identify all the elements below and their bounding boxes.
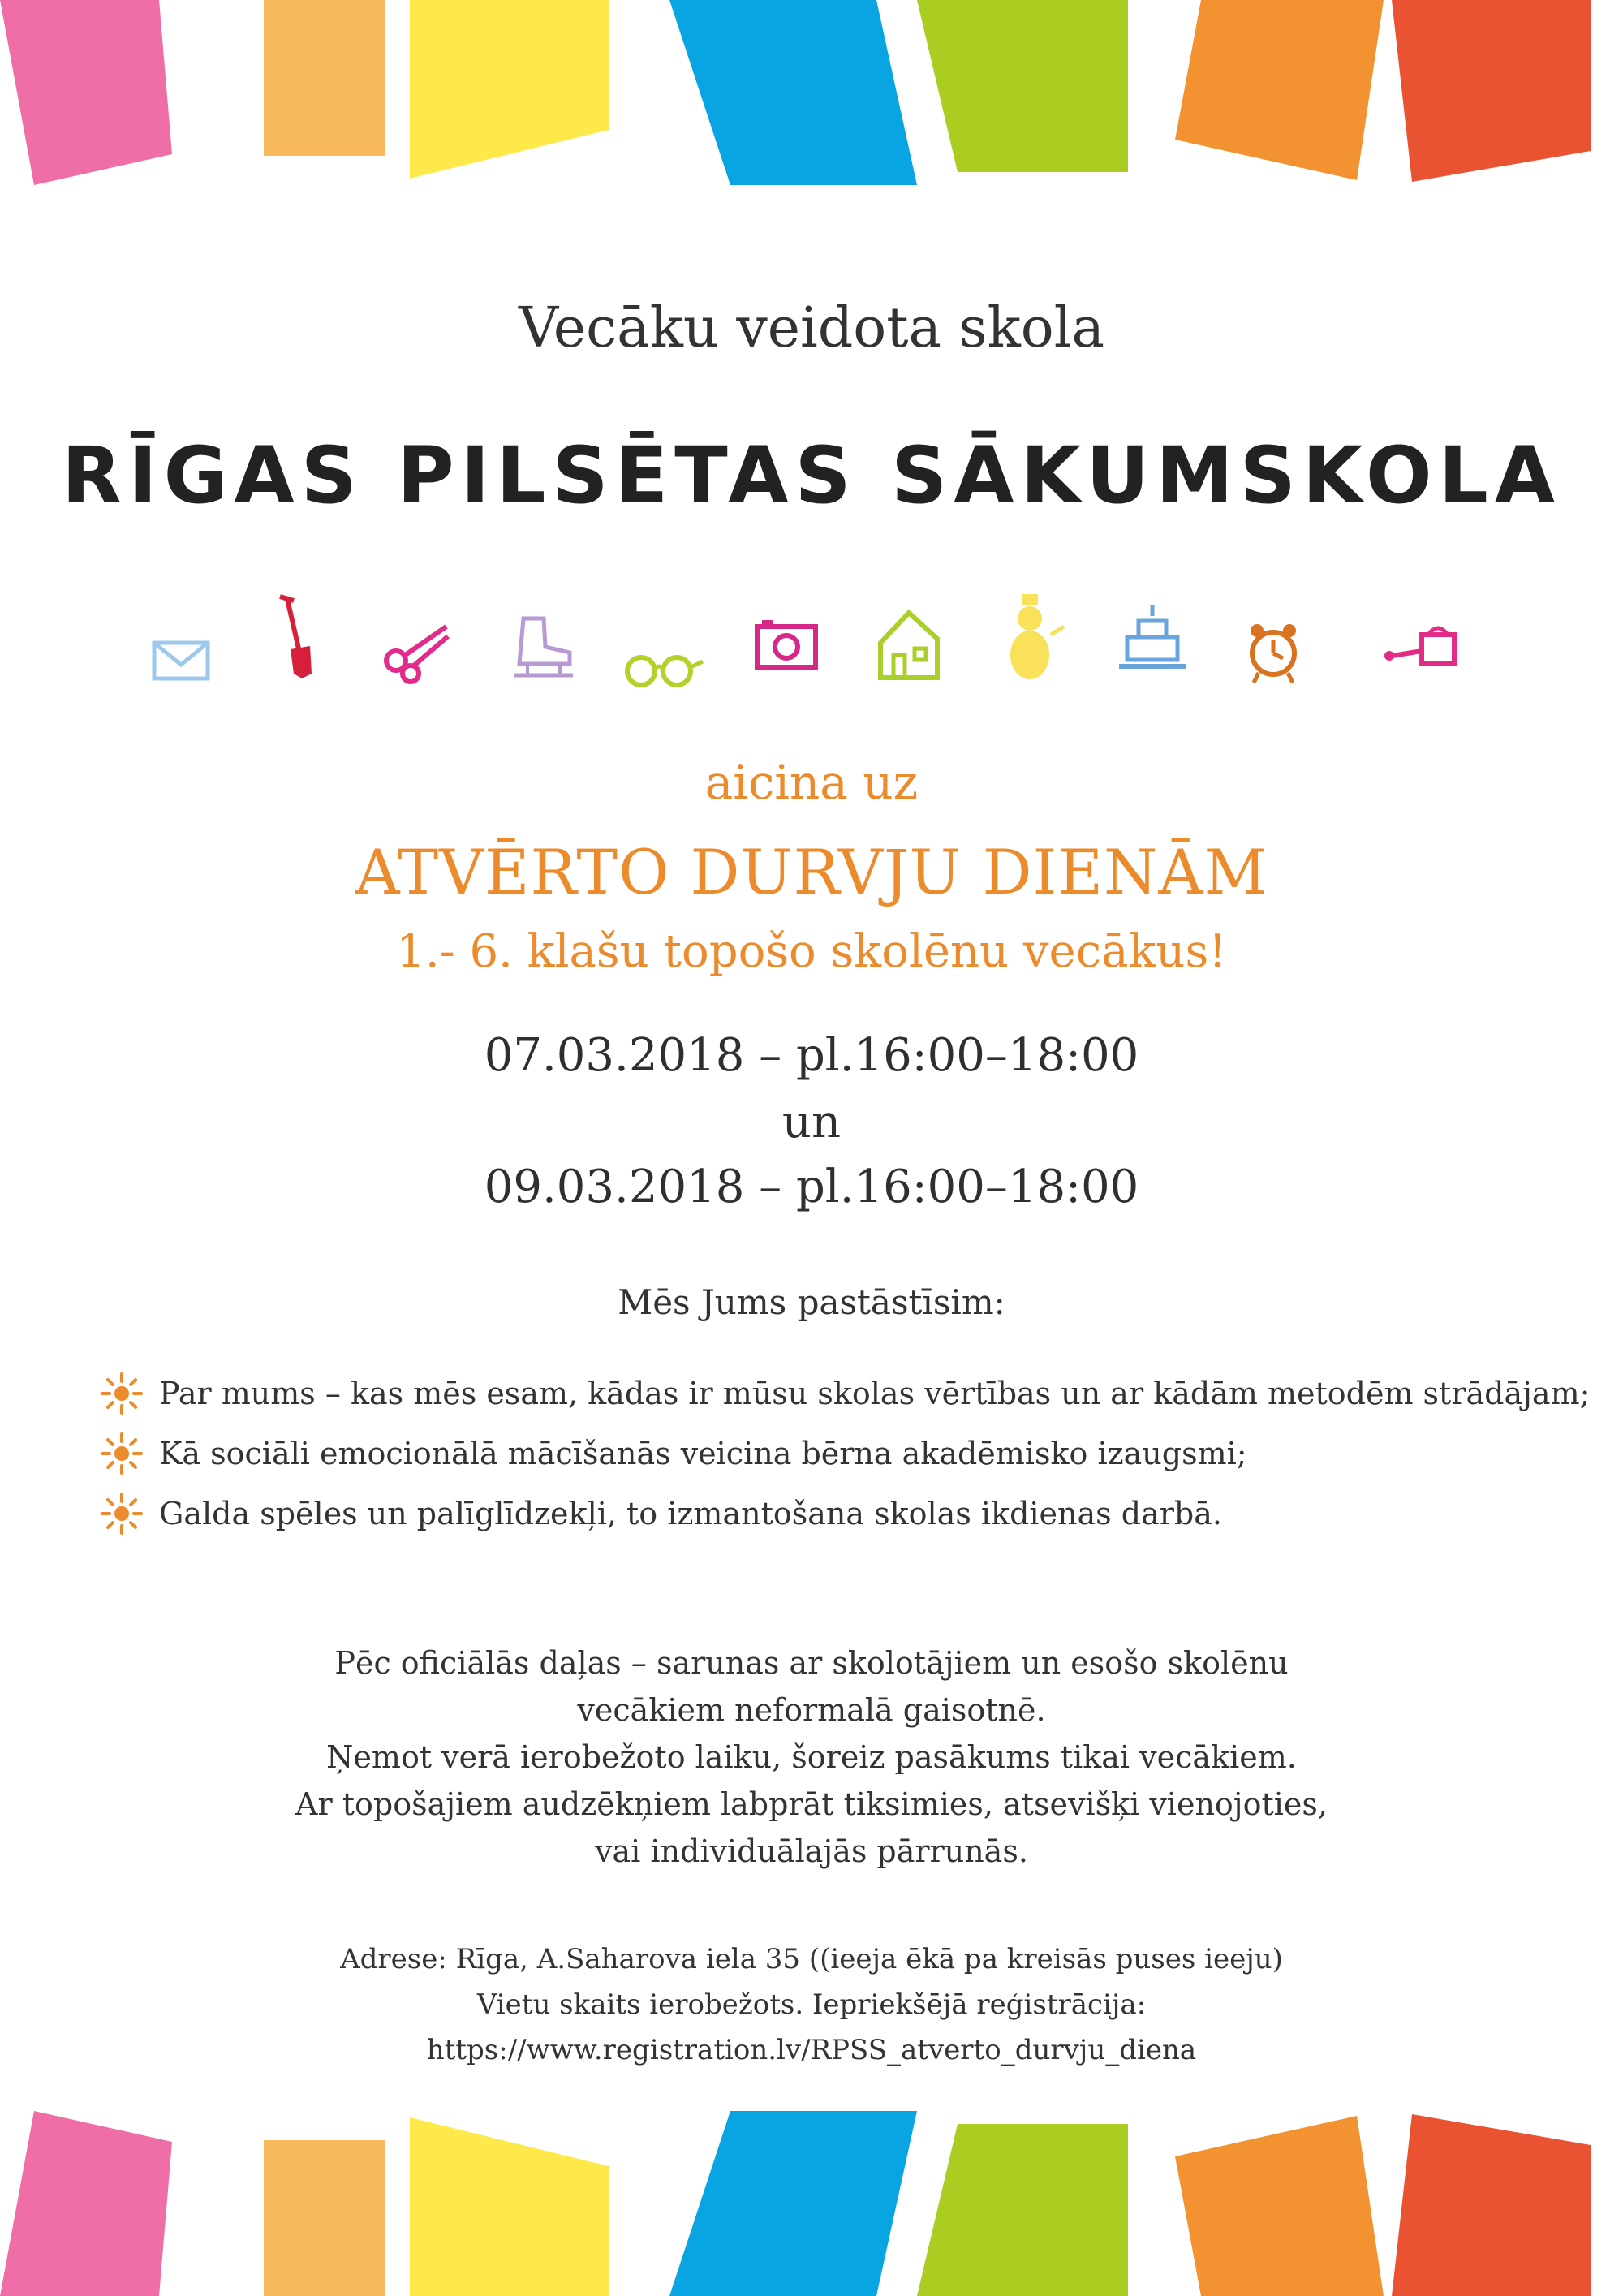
details-line: Ar topošajiem audzēkņiem labprāt tiksimies, atsevišķi vienojoties,: [295, 1786, 1328, 1822]
ice-skate-icon: [495, 602, 584, 691]
banner-red-orange-block: [1392, 2114, 1591, 2296]
event-date-2: 09.03.2018 – pl.16:00–18:00: [484, 1161, 1139, 1213]
event-audience: 1.- 6. klašu topošo skolēnu vecākus!: [396, 925, 1227, 978]
shovel-icon: [252, 592, 341, 682]
banner-blue-block: [669, 2111, 917, 2296]
banner-yellow-block: [410, 0, 609, 179]
banner-orange-block: [1175, 2116, 1384, 2296]
envelope-icon: [138, 614, 227, 704]
glasses-icon: [617, 622, 706, 712]
details-line: Ņemot verā ierobežoto laiku, šoreiz pasākums tikai vecākiem.: [326, 1739, 1297, 1775]
snowman-icon: [986, 594, 1075, 683]
banner-light-orange-block: [264, 0, 385, 156]
date-connector: un: [781, 1096, 842, 1148]
alarm-clock-icon: [1229, 606, 1319, 696]
invite-intro: aicina uz: [704, 755, 919, 810]
camera-icon: [743, 602, 832, 691]
details-line: vai individuālajās pārrunās.: [595, 1833, 1028, 1869]
house-icon: [864, 598, 954, 687]
list-item: [97, 1484, 1607, 1544]
cake-icon: [1108, 598, 1197, 687]
footer-address: Adrese: Rīga, A.Saharova iela 35 ((ieeja ēkā pa kreisās puses ieeju): [340, 1943, 1283, 1975]
banner-orange-block: [1175, 0, 1384, 180]
sun-bullet-icon: [97, 1489, 146, 1538]
banner-pink-block: [0, 2111, 172, 2296]
banner-light-orange-block: [264, 2140, 385, 2296]
top-color-banner: [0, 0, 1623, 195]
banner-green-block: [917, 2124, 1128, 2296]
event-date-1: 07.03.2018 – pl.16:00–18:00: [484, 1029, 1139, 1082]
banner-blue-block: [669, 0, 917, 185]
details-line: Pēc oficiālās daļas – sarunas ar skolotājiem un esošo skolēnu: [334, 1645, 1289, 1681]
footer-info: [0, 1936, 1623, 2073]
scissors-icon: [373, 602, 463, 691]
banner-pink-block: [0, 0, 172, 185]
watering-can-icon: [1380, 610, 1469, 700]
sun-bullet-icon: [97, 1429, 146, 1478]
topics-list: [97, 1363, 1607, 1544]
decorative-icon-row: [138, 586, 1485, 683]
topics-heading: Mēs Jums pastāstīsim:: [618, 1282, 1005, 1322]
list-item-text: Galda spēles un palīglīdzekļi, to izmantošana skolas ikdienas darbā.: [159, 1496, 1222, 1531]
sun-bullet-icon: [97, 1369, 146, 1418]
banner-red-orange-block: [1392, 0, 1591, 182]
list-item-text: Kā sociāli emocionālā mācīšanās veicina bērna akadēmisko izaugsmi;: [159, 1436, 1247, 1471]
school-subtitle: Vecāku veidota skola: [518, 296, 1105, 360]
school-title: RĪGAS PILSĒTAS SĀKUMSKOLA: [61, 430, 1562, 521]
list-item-text: Par mums – kas mēs esam, kādas ir mūsu skolas vērtības un ar kādām metodēm strādājam;: [159, 1376, 1591, 1411]
bottom-color-banner: [0, 2101, 1623, 2296]
registration-link[interactable]: https://www.registration.lv/RPSS_atverto_durvju_diena: [426, 2034, 1197, 2066]
footer-seats: Vietu skaits ierobežots. Iepriekšējā reģistrācija:: [476, 1988, 1147, 2021]
list-item: [97, 1424, 1607, 1484]
banner-green-block: [917, 0, 1128, 172]
banner-yellow-block: [410, 2117, 609, 2296]
event-title: ATVĒRTO DURVJU DIENĀM: [355, 836, 1268, 908]
details-paragraph: [0, 1639, 1623, 1875]
list-item: [97, 1363, 1607, 1424]
details-line: vecākiem neformalā gaisotnē.: [577, 1692, 1046, 1728]
